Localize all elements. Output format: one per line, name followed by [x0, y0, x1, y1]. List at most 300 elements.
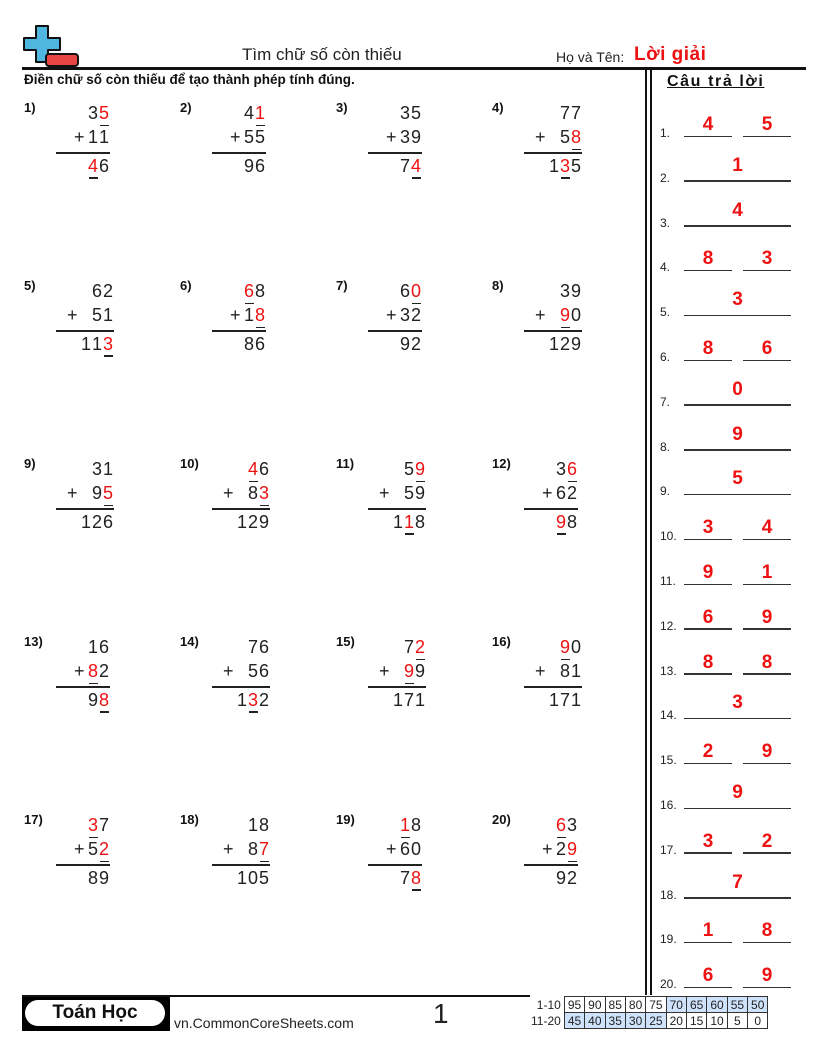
- score-cell: 10: [707, 1013, 727, 1029]
- bottom-addend-row: [524, 483, 578, 507]
- digit: 5: [92, 305, 105, 325]
- score-cell: 35: [605, 1013, 625, 1029]
- answer-row-10: [660, 513, 800, 543]
- problem-number: 19): [336, 812, 355, 827]
- sum-line: [524, 508, 578, 510]
- digit: 1: [248, 815, 261, 835]
- bottom-addend-row: [524, 661, 582, 685]
- missing-digit: 1: [255, 103, 268, 123]
- digit: 8: [248, 839, 261, 859]
- missing-digit: 8: [411, 867, 424, 888]
- sum-line: [524, 864, 578, 866]
- score-cell: 80: [625, 997, 645, 1013]
- answer-blank: [684, 404, 791, 406]
- answer-row-5: [660, 289, 800, 319]
- digit: 2: [259, 689, 272, 710]
- top-addend-row: [212, 281, 266, 305]
- answer-value: 9: [761, 965, 773, 987]
- score-cell: 45: [564, 1013, 584, 1029]
- sum-line: [56, 864, 110, 866]
- top-addend-row: [56, 281, 114, 305]
- answer-number: 8.: [660, 439, 671, 454]
- answer-value: 1: [732, 154, 743, 176]
- problem-16: [492, 634, 642, 724]
- digit: 5: [411, 103, 424, 123]
- answer-value: 2: [761, 830, 773, 852]
- top-addend-row: [524, 281, 582, 305]
- sum-line: [368, 330, 422, 332]
- missing-digit: 9: [567, 839, 580, 859]
- digit: 6: [255, 333, 268, 354]
- digit: 2: [92, 511, 105, 532]
- score-range-label: 11-20: [531, 1013, 561, 1028]
- digit: 5: [88, 839, 101, 859]
- problem-number: 5): [24, 278, 36, 293]
- score-cell: 70: [666, 997, 686, 1013]
- digit: 6: [259, 637, 272, 657]
- bottom-addend-row: [212, 661, 270, 685]
- missing-digit: 9: [560, 637, 573, 657]
- answer-value: 9: [732, 423, 743, 445]
- answer-row-6: [660, 334, 800, 364]
- missing-digit: 8: [255, 305, 268, 325]
- plus-sign: +: [379, 483, 392, 503]
- brand-label: Toán Học: [25, 1000, 165, 1026]
- answer-value: 3: [702, 830, 714, 852]
- sum-row: [368, 334, 422, 358]
- digit: 1: [237, 867, 250, 888]
- problem-12: [492, 456, 642, 546]
- missing-digit: 2: [99, 839, 112, 859]
- sum-row: [212, 512, 270, 536]
- missing-digit: 8: [88, 661, 101, 681]
- score-cell: 55: [727, 997, 747, 1013]
- digit: 7: [404, 637, 417, 657]
- digit: 3: [400, 127, 413, 147]
- digit: 1: [571, 661, 584, 681]
- sum-line: [56, 330, 114, 332]
- addition-stack: [56, 103, 110, 180]
- top-addend-row: [368, 459, 426, 483]
- addition-stack: [524, 103, 582, 180]
- spacer: [549, 661, 560, 682]
- spacer: [393, 483, 404, 504]
- problem-number: 12): [492, 456, 511, 471]
- bottom-addend-row: [56, 661, 110, 685]
- sum-row: [56, 868, 110, 892]
- top-addend-row: [212, 103, 266, 127]
- problem-17: [24, 812, 174, 902]
- score-cell: 50: [748, 997, 768, 1013]
- missing-digit: 2: [415, 637, 428, 657]
- problem-19: [336, 812, 486, 902]
- answer-value: 1: [702, 920, 714, 942]
- digit: 9: [411, 127, 424, 147]
- answer-number: 15.: [660, 753, 677, 768]
- bottom-addend-row: [524, 305, 582, 329]
- sum-line: [368, 152, 422, 154]
- brand-badge: [22, 997, 170, 1031]
- top-addend-row: [524, 637, 582, 661]
- score-cell: 85: [605, 997, 625, 1013]
- answer-row-15: [660, 737, 800, 767]
- plus-sign: +: [379, 661, 392, 681]
- score-cell: 90: [585, 997, 605, 1013]
- answer-row-7: [660, 379, 800, 409]
- digit: 8: [248, 483, 261, 503]
- answer-row-16: [660, 782, 800, 812]
- answer-number: 11.: [660, 574, 676, 588]
- spacer: [81, 483, 92, 504]
- sum-row: [212, 156, 266, 180]
- top-addend-row: [56, 459, 114, 483]
- digit: 6: [103, 511, 116, 532]
- digit: 6: [556, 483, 569, 503]
- top-addend-row: [212, 815, 270, 839]
- plus-sign: +: [223, 483, 236, 503]
- problem-number: 15): [336, 634, 355, 649]
- digit: 7: [560, 103, 573, 123]
- digit: 1: [244, 305, 257, 325]
- answer-number: 19.: [660, 932, 677, 947]
- digit: 2: [567, 867, 580, 888]
- digit: 8: [567, 511, 580, 532]
- name-label: Họ và Tên:: [556, 49, 625, 65]
- problem-10: [180, 456, 330, 546]
- top-addend-row: [368, 281, 422, 305]
- sum-row: [212, 868, 270, 892]
- sum-line: [56, 508, 114, 510]
- answer-row-2: [660, 155, 800, 185]
- answer-number: 6.: [660, 350, 671, 364]
- problem-2: [180, 100, 330, 190]
- answer-number: 20.: [660, 977, 677, 992]
- answer-row-9: [660, 468, 800, 498]
- digit: 1: [88, 637, 101, 657]
- addition-stack: [212, 637, 270, 714]
- answer-value: 4: [761, 517, 773, 539]
- top-addend-row: [524, 103, 582, 127]
- digit: 0: [571, 637, 584, 657]
- digit: 3: [88, 103, 101, 123]
- problem-number: 20): [492, 812, 511, 827]
- top-addend-row: [212, 637, 270, 661]
- digit: 1: [103, 459, 116, 479]
- missing-digit: 4: [248, 459, 261, 479]
- digit: 9: [259, 511, 272, 532]
- top-addend-row: [368, 637, 426, 661]
- top-addend-row: [524, 459, 578, 483]
- answer-value: 7: [732, 871, 743, 893]
- problem-1: [24, 100, 174, 190]
- digit: 8: [88, 867, 101, 888]
- missing-digit: 6: [556, 815, 569, 835]
- sum-line: [524, 152, 582, 154]
- digit: 9: [415, 483, 428, 503]
- answer-value: 3: [702, 517, 714, 539]
- sum-row: [212, 690, 270, 714]
- digit: 8: [415, 511, 428, 532]
- plus-sign: +: [67, 305, 80, 325]
- answer-row-20: [660, 961, 800, 991]
- digit: 7: [560, 689, 573, 710]
- spacer: [237, 839, 248, 860]
- bottom-addend-row: [56, 483, 114, 507]
- addition-stack: [368, 103, 422, 180]
- sum-line: [524, 330, 582, 332]
- score-cell: 0: [748, 1013, 768, 1029]
- bottom-addend-row: [212, 305, 266, 329]
- instructions: Điền chữ số còn thiếu để tạo thành phép tính đúng.: [24, 72, 355, 87]
- sum-row: [56, 512, 114, 536]
- top-addend-row: [56, 637, 110, 661]
- digit: 0: [248, 867, 261, 888]
- answer-number: 13.: [660, 663, 677, 678]
- answer-number: 5.: [660, 305, 671, 320]
- digit: 2: [99, 661, 112, 681]
- digit: 7: [400, 155, 413, 176]
- digit: 1: [549, 155, 562, 176]
- problem-number: 11): [336, 456, 355, 471]
- digit: 9: [99, 867, 112, 888]
- digit: 1: [103, 305, 116, 325]
- problem-20: [492, 812, 642, 902]
- score-cell: 95: [564, 997, 584, 1013]
- digit: 6: [99, 155, 112, 176]
- missing-digit: 9: [560, 305, 573, 325]
- answer-value: 3: [732, 289, 743, 311]
- answer-value: 9: [732, 782, 743, 803]
- answer-value: 8: [761, 651, 773, 673]
- bottom-addend-row: [368, 127, 422, 151]
- sum-row: [524, 156, 582, 180]
- answer-key-title: Câu trả lời: [667, 73, 765, 90]
- addition-stack: [524, 281, 582, 358]
- problem-4: [492, 100, 642, 190]
- digit: 1: [571, 689, 584, 710]
- problem-number: 2): [180, 100, 192, 115]
- digit: 1: [549, 333, 562, 354]
- digit: 1: [237, 511, 250, 532]
- digit: 4: [244, 103, 257, 123]
- answer-number: 10.: [660, 529, 677, 544]
- digit: 5: [248, 661, 261, 681]
- addition-stack: [524, 815, 578, 892]
- problem-number: 4): [492, 100, 504, 115]
- digit: 9: [571, 333, 584, 354]
- answer-number: 18.: [660, 887, 677, 902]
- digit: 3: [567, 815, 580, 835]
- digit: 9: [88, 689, 101, 710]
- top-addend-row: [368, 103, 422, 127]
- missing-digit: 4: [88, 155, 101, 176]
- plus-sign: +: [535, 661, 548, 681]
- answer-value: 2: [702, 741, 714, 763]
- score-table: [528, 996, 768, 1029]
- sum-line: [368, 686, 426, 688]
- missing-digit: 0: [411, 281, 424, 301]
- addition-stack: [368, 815, 422, 892]
- missing-digit: 1: [400, 815, 413, 835]
- digit: 2: [411, 305, 424, 325]
- digit: 2: [103, 281, 116, 301]
- answer-row-12: [660, 603, 800, 633]
- answer-blank: [684, 808, 791, 810]
- answer-value: 8: [761, 920, 773, 942]
- answer-value: 0: [732, 378, 743, 400]
- bottom-addend-row: [524, 127, 582, 151]
- score-cell: 15: [686, 1013, 706, 1029]
- digit: 2: [556, 839, 569, 859]
- sum-row: [368, 690, 426, 714]
- score-range-label: 1-10: [536, 997, 561, 1012]
- missing-digit: 1: [404, 511, 417, 532]
- answer-blank: [684, 718, 791, 720]
- digit: 6: [99, 637, 112, 657]
- digit: 1: [393, 511, 406, 532]
- digit: 7: [99, 815, 112, 835]
- addition-stack: [212, 281, 266, 358]
- score-row: [528, 1013, 768, 1029]
- spacer: [237, 661, 248, 682]
- missing-digit: 7: [259, 839, 272, 859]
- answer-row-1: [660, 110, 800, 140]
- problem-number: 13): [24, 634, 43, 649]
- missing-digit: 3: [103, 333, 116, 354]
- bottom-addend-row: [212, 483, 270, 507]
- answer-value: 5: [732, 468, 743, 490]
- problem-9: [24, 456, 174, 546]
- plus-sign: +: [386, 305, 399, 325]
- sum-line: [368, 864, 422, 866]
- plus-sign: +: [230, 127, 243, 147]
- addition-stack: [212, 815, 270, 892]
- problem-number: 7): [336, 278, 348, 293]
- bottom-addend-row: [524, 839, 578, 863]
- missing-digit: 8: [571, 127, 584, 147]
- header-rule: [22, 67, 806, 70]
- digit: 7: [248, 637, 261, 657]
- sum-line: [212, 508, 270, 510]
- score-cell: 65: [686, 997, 706, 1013]
- bottom-addend-row: [56, 839, 110, 863]
- answer-number: 9.: [660, 484, 671, 499]
- sum-line: [212, 686, 270, 688]
- digit: 6: [92, 281, 105, 301]
- answer-value: 9: [761, 741, 773, 763]
- plus-sign: +: [67, 483, 80, 503]
- score-row: [528, 997, 768, 1013]
- answer-number: 16.: [660, 798, 677, 812]
- digit: 8: [255, 281, 268, 301]
- plus-sign: +: [542, 839, 555, 859]
- answer-number: 2.: [660, 170, 671, 185]
- plus-sign: +: [230, 305, 243, 325]
- answer-value: 1: [761, 562, 773, 583]
- problem-number: 16): [492, 634, 511, 649]
- sum-row: [212, 334, 266, 358]
- digit: 2: [411, 333, 424, 354]
- answer-number: 12.: [660, 618, 677, 633]
- problem-number: 18): [180, 812, 199, 827]
- sum-row: [524, 690, 582, 714]
- digit: 3: [400, 305, 413, 325]
- plus-sign: +: [223, 839, 236, 859]
- spacer: [393, 661, 404, 682]
- digit: 1: [99, 127, 112, 147]
- answer-row-3: [660, 200, 800, 230]
- top-addend-row: [368, 815, 422, 839]
- digit: 1: [549, 689, 562, 710]
- bottom-addend-row: [368, 839, 422, 863]
- digit: 5: [404, 459, 417, 479]
- answer-row-11: [660, 558, 800, 588]
- digit: 6: [259, 661, 272, 681]
- answer-blank: [684, 315, 791, 317]
- score-cell: 75: [646, 997, 666, 1013]
- spacer: [81, 305, 92, 326]
- score-cell: 30: [625, 1013, 645, 1029]
- addition-stack: [368, 637, 426, 714]
- answer-row-4: [660, 244, 800, 274]
- plus-minus-logo-icon: [22, 24, 80, 68]
- digit: 5: [571, 155, 584, 176]
- digit: 3: [92, 459, 105, 479]
- missing-digit: 4: [411, 155, 424, 176]
- score-cell: 60: [707, 997, 727, 1013]
- problem-number: 8): [492, 278, 504, 293]
- answer-blank: [684, 225, 791, 227]
- digit: 3: [400, 103, 413, 123]
- digit: 9: [415, 661, 428, 681]
- problem-number: 6): [180, 278, 192, 293]
- answer-value: 8: [702, 248, 714, 270]
- digit: 9: [400, 333, 413, 354]
- digit: 5: [244, 127, 257, 147]
- problem-number: 10): [180, 456, 199, 471]
- plus-sign: +: [535, 127, 548, 147]
- problem-18: [180, 812, 330, 902]
- answer-row-18: [660, 872, 800, 902]
- answer-value: 4: [702, 114, 714, 135]
- answer-row-8: [660, 424, 800, 454]
- spacer: [237, 483, 248, 504]
- digit: 5: [560, 127, 573, 147]
- bottom-addend-row: [368, 483, 426, 507]
- answer-value: 6: [761, 338, 773, 359]
- missing-digit: 6: [567, 459, 580, 479]
- score-cell: 20: [666, 1013, 686, 1029]
- bottom-addend-row: [212, 127, 266, 151]
- digit: 1: [393, 689, 406, 710]
- digit: 0: [571, 305, 584, 325]
- page-number: 1: [433, 998, 449, 1029]
- sum-row: [56, 690, 110, 714]
- digit: 8: [560, 661, 573, 681]
- problem-14: [180, 634, 330, 724]
- sum-row: [368, 512, 426, 536]
- digit: 1: [237, 689, 250, 710]
- digit: 6: [400, 839, 413, 859]
- sum-line: [56, 152, 110, 154]
- digit: 2: [567, 483, 580, 503]
- answer-blank: [684, 897, 791, 899]
- missing-digit: 3: [259, 483, 272, 503]
- answer-value: 4: [732, 199, 743, 221]
- site-link: vn.CommonCoreSheets.com: [174, 1015, 354, 1031]
- digit: 1: [92, 333, 105, 354]
- answer-value: 8: [702, 338, 714, 359]
